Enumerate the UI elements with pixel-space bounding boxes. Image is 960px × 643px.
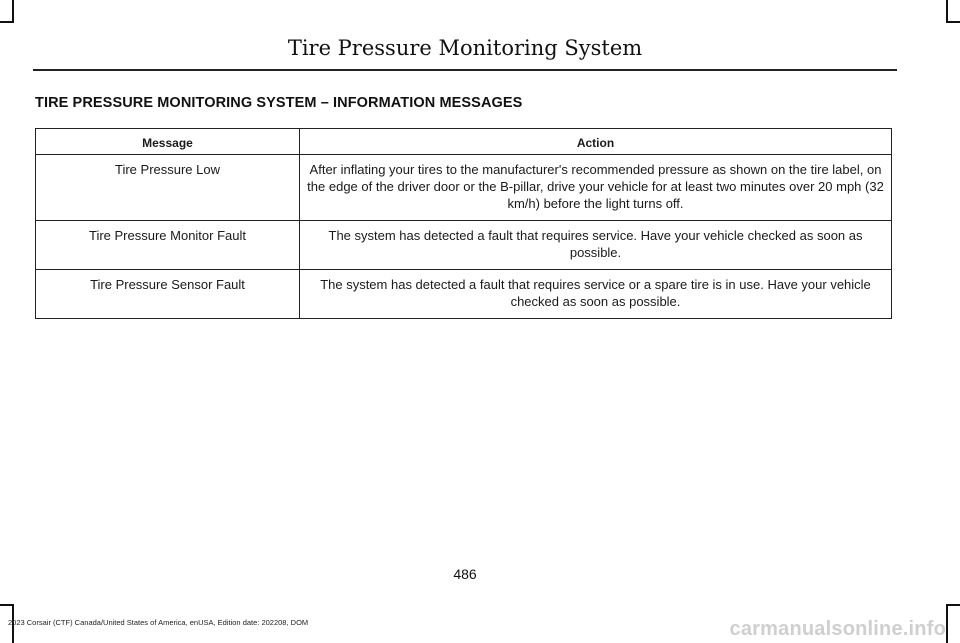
title-rule xyxy=(33,69,897,71)
message-cell: Tire Pressure Monitor Fault xyxy=(36,221,300,270)
crop-mark-top-right-horizontal xyxy=(946,21,960,23)
crop-mark-top-right-vertical xyxy=(946,0,948,22)
table-header-row xyxy=(36,129,892,155)
action-cell: The system has detected a fault that requires service or a spare tire is in use. Have your vehicle checked as soon as possible. xyxy=(300,270,892,319)
information-messages-table xyxy=(35,128,892,319)
column-header-message: Message xyxy=(36,129,300,155)
crop-mark-top-left-vertical xyxy=(12,0,14,22)
table-row xyxy=(36,270,892,319)
site-watermark: carmanualsonline.info xyxy=(729,618,946,640)
crop-mark-bottom-left-horizontal xyxy=(0,604,14,606)
action-cell: After inflating your tires to the manufacturer's recommended pressure as shown on the tire label, on the edge of the driver door or the B-pillar, drive your vehicle for at least two minutes over 20 mph (32 km/h) before the light turns off. xyxy=(300,155,892,221)
column-header-action: Action xyxy=(300,129,892,155)
section-heading: TIRE PRESSURE MONITORING SYSTEM – INFORMATION MESSAGES xyxy=(35,95,523,111)
message-cell: Tire Pressure Low xyxy=(36,155,300,221)
crop-mark-bottom-right-horizontal xyxy=(946,604,960,606)
table-row xyxy=(36,221,892,270)
crop-mark-top-left-horizontal xyxy=(0,21,14,23)
page-title: Tire Pressure Monitoring System xyxy=(287,36,643,60)
crop-mark-bottom-right-vertical xyxy=(946,604,948,643)
action-cell: The system has detected a fault that requires service. Have your vehicle checked as soon as possible. xyxy=(300,221,892,270)
page-number: 486 xyxy=(453,566,477,582)
table-row xyxy=(36,155,892,221)
message-cell: Tire Pressure Sensor Fault xyxy=(36,270,300,319)
edition-footer: 2023 Corsair (CTF) Canada/United States of America, enUSA, Edition date: 202208, DOM xyxy=(8,618,309,627)
